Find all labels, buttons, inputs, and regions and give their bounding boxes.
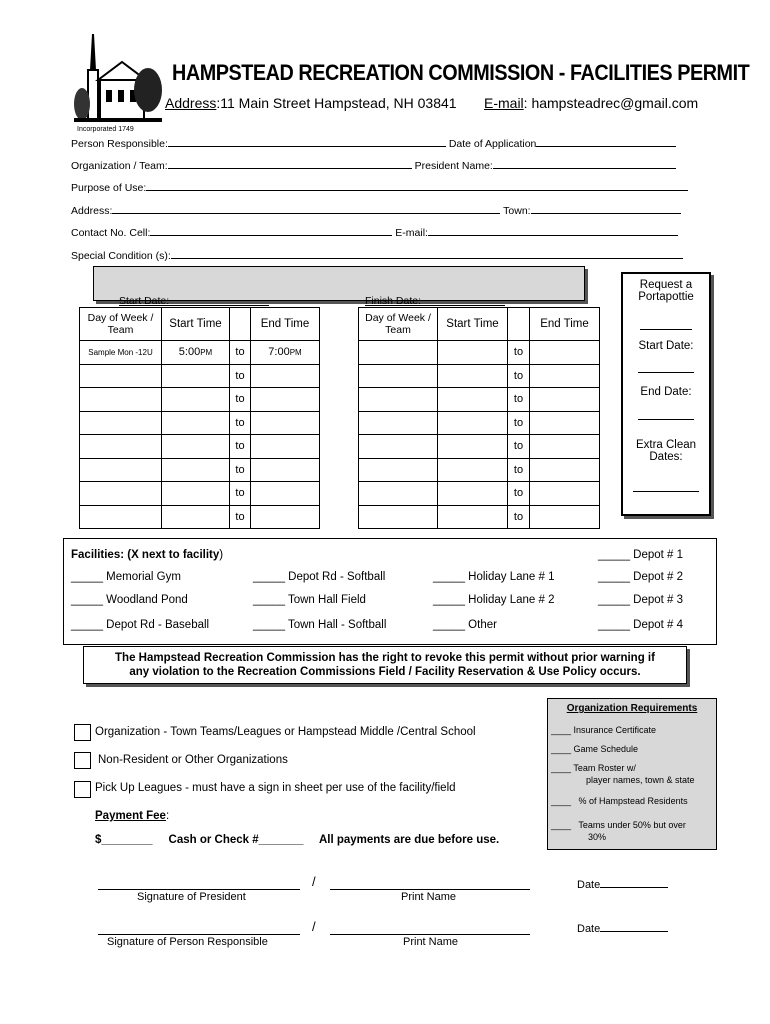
table-row: [80, 482, 320, 506]
org-town-label: Organization - Town Teams/Leagues or Hampstead Middle /Central School: [95, 726, 476, 738]
print-name-label-2: Print Name: [403, 936, 459, 948]
finish-date-label: Finish Date:: [365, 295, 422, 307]
day-cell[interactable]: [359, 411, 438, 435]
finish-date-field[interactable]: [365, 295, 505, 306]
start-cell[interactable]: [162, 364, 230, 388]
person-responsible-row: [71, 136, 676, 150]
table-row: [359, 505, 600, 529]
facility-depot-rd-baseball[interactable]: _____ Depot Rd - Baseball: [71, 619, 210, 631]
date-label-2: Date: [577, 923, 601, 935]
president-print-line[interactable]: [330, 889, 530, 890]
to-label: to: [230, 341, 251, 365]
table-row: [359, 388, 600, 412]
end-cell[interactable]: [530, 482, 600, 506]
end-cell[interactable]: [530, 435, 600, 459]
non-resident-label: Non-Resident or Other Organizations: [98, 754, 288, 766]
day-cell[interactable]: [80, 458, 162, 482]
facility-holiday-lane-1[interactable]: _____ Holiday Lane # 1: [433, 571, 555, 583]
address-line: [165, 95, 457, 111]
email-field-label: E-mail:: [395, 227, 428, 239]
organization-row: [71, 158, 676, 172]
header-end-time: End Time: [530, 308, 600, 341]
organization-team-field[interactable]: [168, 158, 412, 169]
start-cell[interactable]: [438, 482, 508, 506]
sample-start-time: 5:00: [178, 346, 201, 359]
notice-line-1: The Hampstead Recreation Commission has the right to revoke this permit without prior warning if: [115, 652, 655, 664]
table-row: [359, 341, 600, 365]
to-label: to: [230, 435, 251, 459]
person-responsible-label: Person Responsible:: [71, 138, 168, 150]
pickup-league-label: Pick Up Leagues - must have a sign in sheet per use of the facility/field: [95, 782, 456, 794]
date-1: [577, 877, 668, 891]
header-separator: [508, 308, 530, 341]
portapottie-blank[interactable]: [623, 319, 709, 333]
start-cell[interactable]: [162, 435, 230, 459]
sig-president-label: Signature of President: [137, 891, 246, 903]
header-end-time: End Time: [251, 308, 320, 341]
table-row: [359, 482, 600, 506]
purpose-row: [71, 180, 688, 194]
day-cell[interactable]: [80, 364, 162, 388]
schedule-table-left: [79, 307, 320, 529]
schedule-table-right: [358, 307, 600, 529]
organization-team-label: Organization / Team:: [71, 160, 168, 172]
slash-2: /: [312, 919, 316, 934]
end-cell[interactable]: [530, 505, 600, 529]
email-field[interactable]: [428, 225, 678, 236]
to-label: to: [508, 341, 530, 365]
org-req-game-schedule[interactable]: ____ Game Schedule: [551, 744, 639, 754]
facility-town-hall-softball[interactable]: _____ Town Hall - Softball: [253, 619, 387, 631]
portapottie-extra-clean-field[interactable]: [623, 481, 709, 495]
table-row: [359, 411, 600, 435]
org-req-residents[interactable]: ____ % of Hampstead Residents: [551, 796, 688, 806]
date-2: [577, 921, 668, 935]
portapottie-start-date-field[interactable]: [623, 362, 709, 376]
table-row: [359, 458, 600, 482]
start-cell[interactable]: [438, 458, 508, 482]
table-row: [80, 364, 320, 388]
date-range-box: [93, 266, 585, 307]
day-cell[interactable]: [359, 458, 438, 482]
president-signature-line[interactable]: [98, 889, 300, 890]
to-label: to: [230, 505, 251, 529]
start-cell[interactable]: [438, 341, 508, 365]
start-cell[interactable]: [438, 505, 508, 529]
end-cell[interactable]: [530, 458, 600, 482]
payment-line[interactable]: $________ Cash or Check #_______ All payments are due before use.: [95, 834, 500, 846]
table-row: [359, 364, 600, 388]
org-req-teams-under-detail: 30%: [588, 832, 607, 842]
to-label: to: [230, 364, 251, 388]
to-label: to: [508, 435, 530, 459]
day-cell[interactable]: [359, 341, 438, 365]
org-req-title: Organization Requirements: [566, 703, 698, 714]
date-of-application-field[interactable]: [536, 136, 676, 147]
president-name-field[interactable]: [493, 158, 676, 169]
facility-memorial-gym[interactable]: _____ Memorial Gym: [71, 571, 181, 583]
facility-depot-2[interactable]: _____ Depot # 2: [598, 571, 684, 583]
sample-end-time: 7:00: [268, 346, 290, 359]
org-req-team-roster-detail: player names, town & state: [586, 775, 695, 785]
end-cell[interactable]: [251, 435, 320, 459]
facility-other[interactable]: _____ Other: [433, 619, 497, 631]
schedule-header-row: [80, 308, 320, 341]
incorporated-text: Incorporated 1749: [77, 126, 134, 133]
day-cell[interactable]: [359, 364, 438, 388]
payment-fee-heading: [95, 810, 169, 822]
to-label: to: [508, 482, 530, 506]
contact-cell-label: Contact No. Cell:: [71, 227, 151, 239]
day-cell[interactable]: [80, 435, 162, 459]
end-cell[interactable]: [251, 388, 320, 412]
day-cell[interactable]: [359, 505, 438, 529]
end-cell[interactable]: [251, 364, 320, 388]
table-row: [80, 435, 320, 459]
town-field[interactable]: [531, 203, 681, 214]
header-start-time: Start Time: [438, 308, 508, 341]
day-cell[interactable]: [80, 411, 162, 435]
portapottie-title: Request a Portapottie: [638, 279, 694, 303]
to-label: to: [230, 482, 251, 506]
sig-person-label: Signature of Person Responsible: [107, 936, 268, 948]
person-signature-line[interactable]: [98, 934, 300, 935]
header-day-week-team: Day of Week / Team: [359, 308, 438, 341]
to-label: to: [508, 411, 530, 435]
contact-row: [71, 225, 678, 239]
to-label: to: [508, 388, 530, 412]
organization-requirements-box: [547, 698, 717, 850]
header-start-time: Start Time: [162, 308, 230, 341]
org-req-teams-under[interactable]: ____ Teams under 50% but over: [551, 820, 686, 830]
start-cell[interactable]: [162, 482, 230, 506]
to-label: to: [230, 411, 251, 435]
president-name-label: President Name:: [414, 160, 493, 172]
end-cell[interactable]: [530, 364, 600, 388]
date-label-1: Date: [577, 879, 601, 891]
facility-depot-3[interactable]: _____ Depot # 3: [598, 594, 684, 606]
form-title: HAMPSTEAD RECREATION COMMISSION - FACILITIES PERMIT: [172, 60, 750, 85]
notice-line-2: any violation to the Recreation Commissions Field / Facility Reservation & Use Policy occurs.: [129, 666, 641, 678]
day-cell[interactable]: [359, 482, 438, 506]
start-cell[interactable]: [438, 411, 508, 435]
start-cell[interactable]: [438, 364, 508, 388]
to-label: to: [230, 458, 251, 482]
date-field-1[interactable]: [600, 877, 668, 888]
facilities-box: [63, 538, 717, 645]
facilities-heading: [71, 549, 223, 561]
header-separator: [230, 308, 251, 341]
table-row: [80, 411, 320, 435]
portapottie-end-date-label: End Date:: [640, 386, 692, 398]
end-cell[interactable]: [251, 505, 320, 529]
start-cell[interactable]: [162, 458, 230, 482]
start-cell[interactable]: [438, 388, 508, 412]
payment-fee-label: Payment Fee: [95, 810, 166, 822]
day-cell[interactable]: [80, 388, 162, 412]
day-cell[interactable]: [80, 505, 162, 529]
org-town-checkbox[interactable]: [74, 724, 91, 741]
email-value: : hampsteadrec@gmail.com: [523, 95, 699, 111]
address-field[interactable]: [112, 203, 500, 214]
facility-depot-1[interactable]: _____ Depot # 1: [598, 549, 684, 561]
start-cell[interactable]: [438, 435, 508, 459]
to-label: to: [508, 364, 530, 388]
date-of-application-label: Date of Application: [448, 138, 537, 150]
slash-1: /: [312, 874, 316, 889]
table-row: [80, 388, 320, 412]
portapottie-box: [621, 272, 711, 516]
purpose-of-use-label: Purpose of Use:: [71, 182, 147, 194]
table-row: [80, 341, 320, 365]
revocation-notice: [83, 646, 687, 684]
facility-depot-4[interactable]: _____ Depot # 4: [598, 619, 684, 631]
contact-cell-field[interactable]: [150, 225, 392, 236]
org-req-team-roster[interactable]: ____ Team Roster w/: [551, 763, 636, 773]
special-conditions-field[interactable]: [171, 248, 683, 259]
sample-day-cell[interactable]: Sample Mon -12U: [80, 341, 162, 365]
sample-start-cell[interactable]: [162, 341, 230, 365]
facility-town-hall-field[interactable]: _____ Town Hall Field: [253, 594, 366, 606]
table-row: [359, 435, 600, 459]
day-cell[interactable]: [359, 388, 438, 412]
schedule-header-row: [359, 308, 600, 341]
purpose-of-use-field[interactable]: [146, 180, 688, 191]
end-cell[interactable]: [251, 458, 320, 482]
person-responsible-field[interactable]: [168, 136, 446, 147]
end-cell[interactable]: [530, 388, 600, 412]
payment-fee-colon: :: [165, 810, 170, 822]
sample-end-suffix: PM: [289, 348, 302, 358]
day-cell[interactable]: [359, 435, 438, 459]
pickup-league-checkbox[interactable]: [74, 781, 91, 798]
to-label: to: [508, 458, 530, 482]
org-req-insurance[interactable]: ____ Insurance Certificate: [551, 725, 657, 735]
end-cell[interactable]: [530, 341, 600, 365]
start-date-field[interactable]: [119, 295, 269, 306]
portapottie-end-date-field[interactable]: [623, 409, 709, 423]
town-label: Town:: [503, 205, 531, 217]
end-cell[interactable]: [251, 482, 320, 506]
address-label: Address: [165, 95, 217, 111]
portapottie-extra-clean-label: Extra Clean Dates:: [635, 439, 697, 463]
print-name-label-1: Print Name: [401, 891, 457, 903]
address-value: :11 Main Street Hampstead, NH 03841: [216, 95, 457, 111]
table-row: [80, 458, 320, 482]
facilities-heading-paren: ): [219, 549, 224, 561]
day-cell[interactable]: [80, 482, 162, 506]
facility-depot-rd-softball[interactable]: _____ Depot Rd - Softball: [253, 571, 386, 583]
to-label: to: [230, 388, 251, 412]
town-logo: [74, 30, 162, 126]
portapottie-start-date-label: Start Date:: [638, 340, 694, 352]
end-cell[interactable]: [251, 411, 320, 435]
address-row: [71, 203, 681, 217]
start-cell[interactable]: [162, 411, 230, 435]
sample-start-suffix: PM: [200, 348, 213, 358]
date-field-2[interactable]: [600, 921, 668, 932]
facilities-heading-bold: Facilities: (X next to facility: [71, 549, 220, 561]
person-print-line[interactable]: [330, 934, 530, 935]
table-row: [80, 505, 320, 529]
to-label: to: [508, 505, 530, 529]
special-conditions-row: [71, 248, 683, 262]
start-cell[interactable]: [162, 388, 230, 412]
email-label: E-mail: [484, 95, 524, 111]
sample-end-cell[interactable]: [251, 341, 320, 365]
non-resident-checkbox[interactable]: [74, 752, 91, 769]
facility-woodland-pond[interactable]: _____ Woodland Pond: [71, 594, 188, 606]
start-cell[interactable]: [162, 505, 230, 529]
start-date-label: Start Date:: [119, 295, 170, 307]
facility-holiday-lane-2[interactable]: _____ Holiday Lane # 2: [433, 594, 555, 606]
special-conditions-label: Special Condition (s):: [71, 250, 171, 262]
address-field-label: Address:: [71, 205, 113, 217]
email-line: [484, 95, 698, 111]
header-day-week-team: Day of Week / Team: [80, 308, 162, 341]
end-cell[interactable]: [530, 411, 600, 435]
